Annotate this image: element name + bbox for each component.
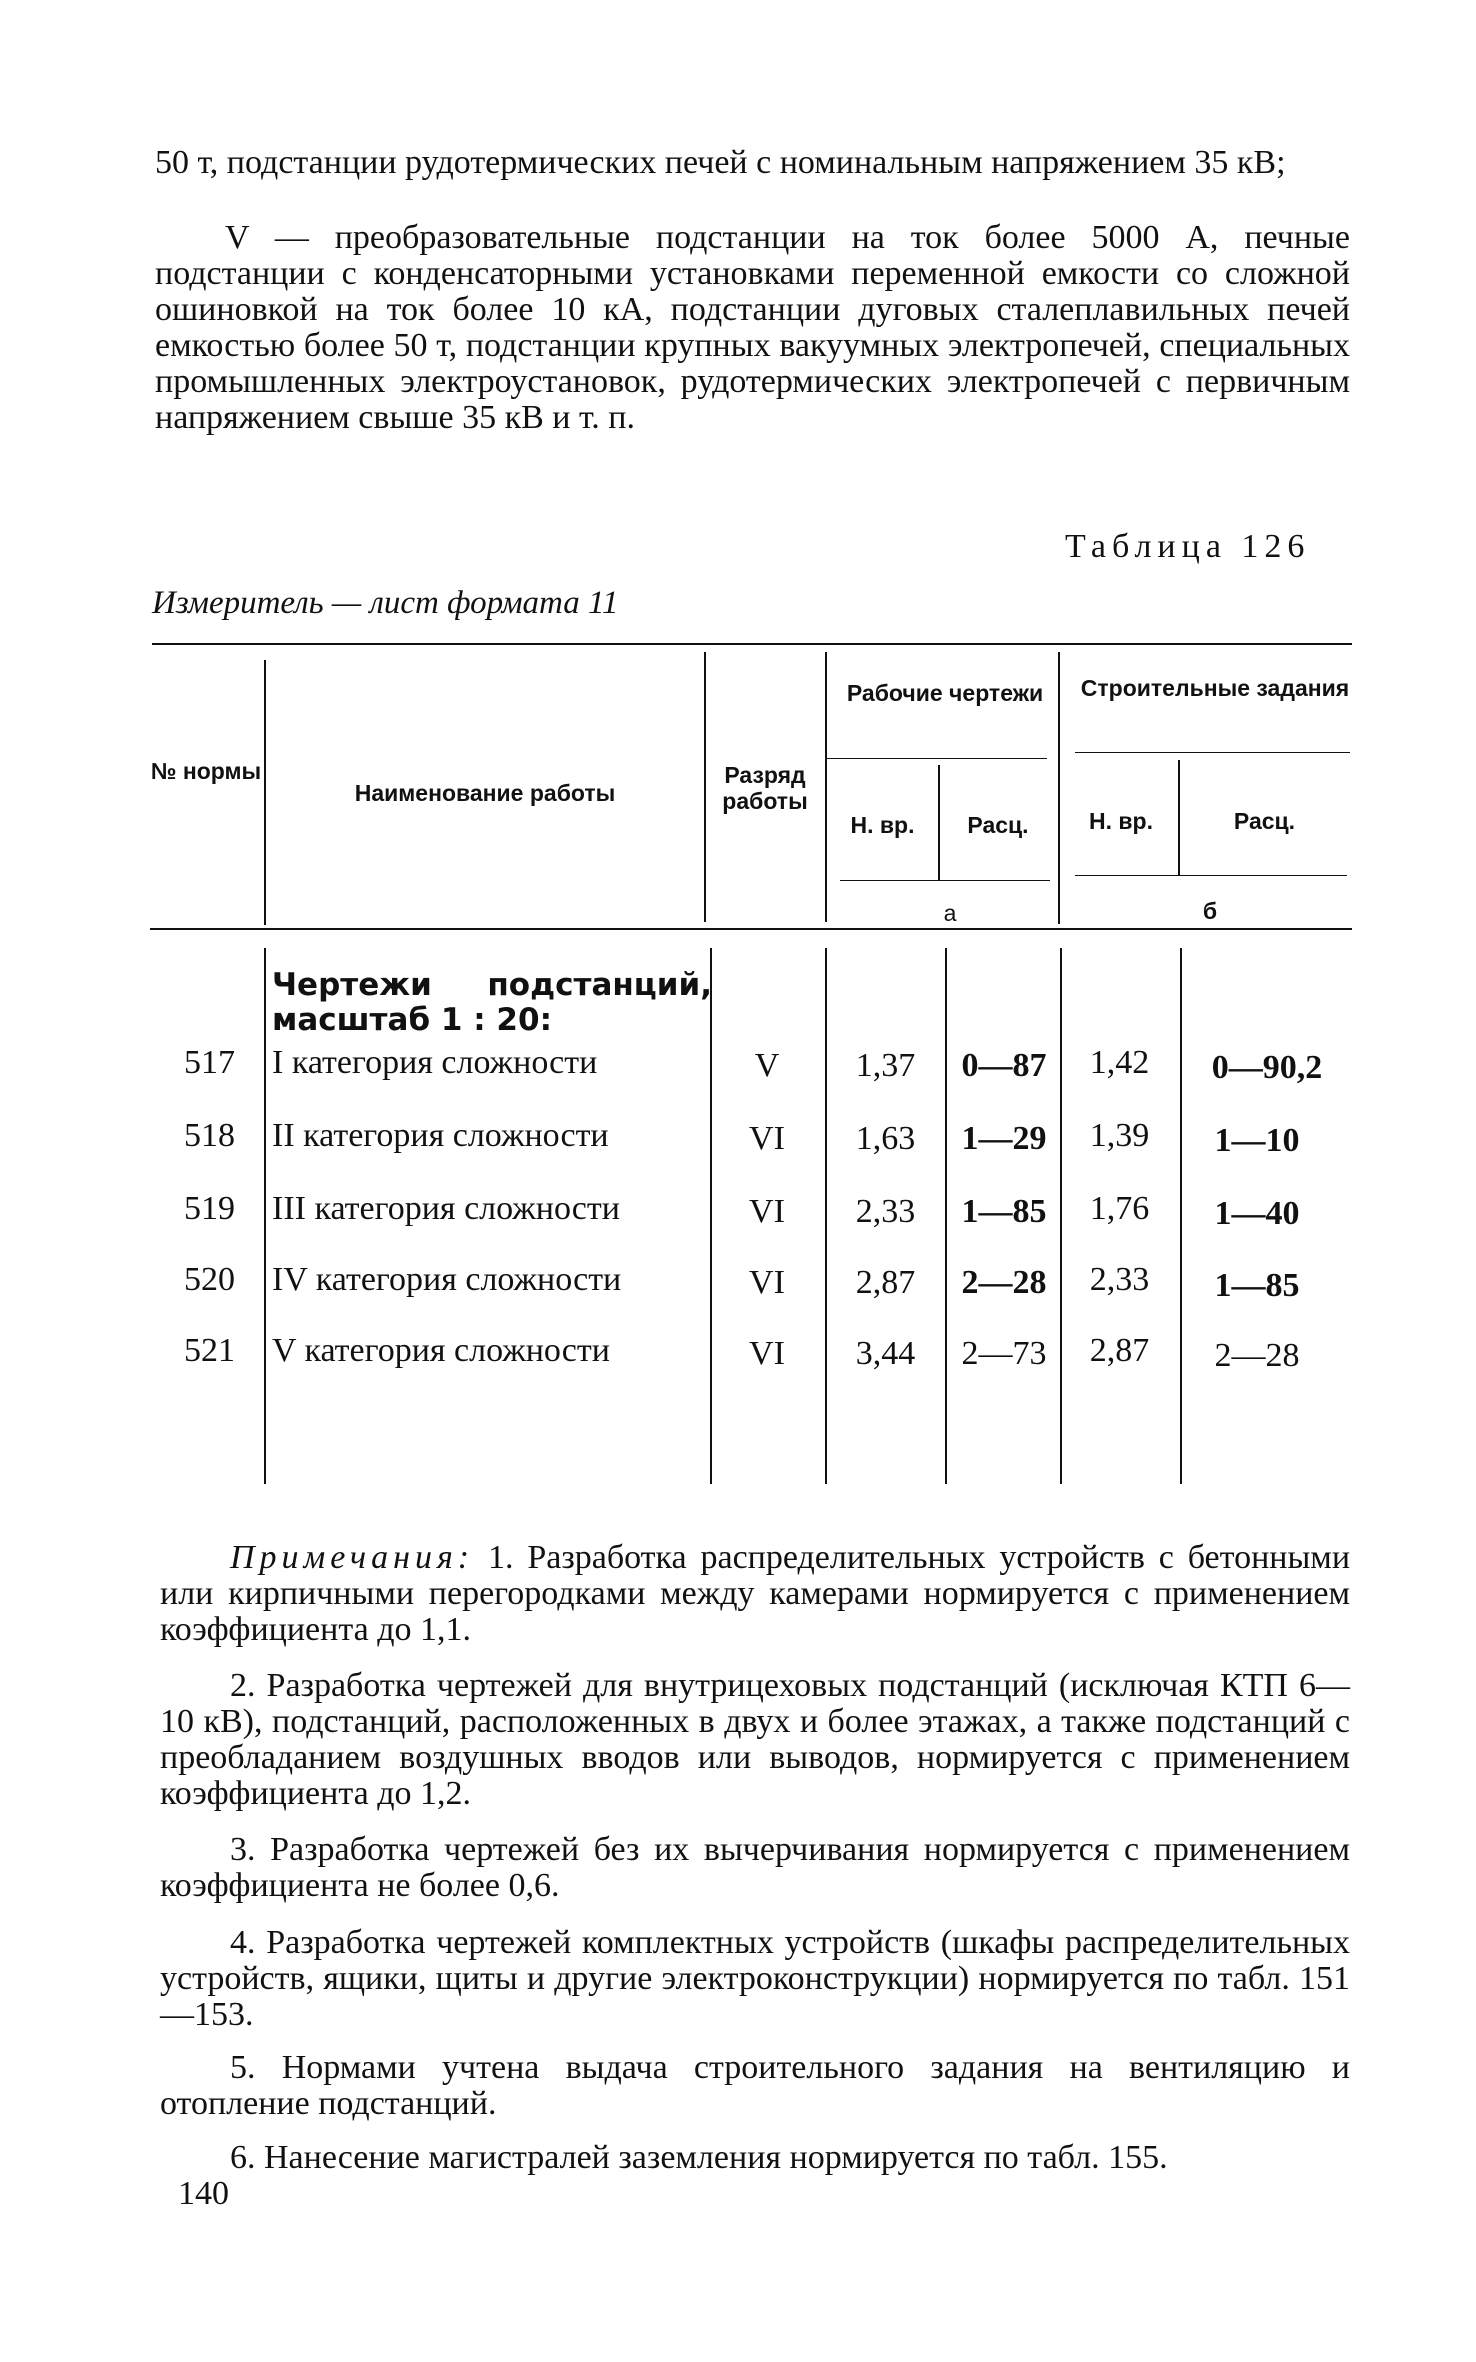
header-b-rate: Расц. [1233,808,1296,834]
measurer-caption: Измеритель — лист формата 11 [152,585,619,621]
row-517-name: I категория сложности [272,1044,598,1081]
subhead-a-rule [840,880,1050,881]
row-520-b-rate: 1—85 [1214,1267,1300,1304]
header-grade: Разряд работы [722,762,808,814]
note-5: 5. Нормами учтена выдача строительного задания на вентиляцию и отопление подстанций. [160,2049,1350,2122]
row-519-b-time: 1,76 [1089,1190,1150,1227]
row-521-b-time: 2,87 [1089,1332,1150,1369]
row-518-b-rate: 1—10 [1214,1122,1300,1159]
row-517-a-rate: 0—87 [961,1047,1047,1084]
row-519-grade: VI [749,1193,785,1230]
table-top-rule [152,643,1352,645]
row-517-grade: V [754,1047,780,1084]
row-519-b-rate: 1—40 [1214,1195,1300,1232]
col-divider-1 [264,660,266,925]
row-517-b-time: 1,42 [1089,1044,1150,1081]
row-520-a-time: 2,87 [855,1264,916,1301]
row-519-no: 519 [184,1190,235,1227]
row-519-name: III категория сложности [272,1190,620,1227]
row-521-name: V категория сложности [272,1332,610,1369]
header-b-time: Н. вр. [1089,808,1153,834]
body-divider-4 [945,948,947,1484]
header-group-b: Строительные задания [1080,675,1350,701]
row-518-grade: VI [749,1120,785,1157]
notes-label: Примечания: [230,1539,475,1576]
row-517-b-rate: 0—90,2 [1211,1049,1323,1086]
row-518-no: 518 [184,1117,235,1154]
header-label-b: б [1202,898,1218,924]
row-517-a-time: 1,37 [855,1047,916,1084]
note-1-text: 1. Разработка распределительных устройств с бетонными или кирпичными перегородками между камерами нормируется с применением коэффициента до 1,1. [160,1539,1351,1648]
group-b-rule [1075,752,1350,753]
note-4: 4. Разработка чертежей комплектных устройств (шкафы распределительных устройств, ящики, щиты и другие электроконструкции) нормируется по табл. 151—153. [160,1924,1350,2033]
row-521-grade: VI [749,1335,785,1372]
row-520-b-time: 2,33 [1089,1261,1150,1298]
row-520-a-rate: 2—28 [961,1264,1047,1301]
section-title: Чертежи подстанций, масштаб 1 : 20: [272,967,712,1038]
page-number: 140 [178,2175,229,2212]
row-518-b-time: 1,39 [1089,1117,1150,1154]
note-3: 3. Разработка чертежей без их вычерчивания нормируется с применением коэффициента не более 0,6. [160,1831,1350,1904]
col-divider-5 [1058,652,1060,924]
row-521-a-time: 3,44 [855,1335,916,1372]
row-518-a-rate: 1—29 [961,1120,1047,1157]
col-divider-4 [938,765,940,880]
table-title: Таблица 126 [1065,528,1311,565]
header-a-rate: Расц. [967,812,1029,838]
row-519-a-rate: 1—85 [961,1193,1047,1230]
note-6: 6. Нанесение магистралей заземления нормируется по табл. 155. [230,2139,1168,2176]
row-517-no: 517 [184,1044,235,1081]
subhead-b-rule [1075,875,1347,876]
row-520-name: IV категория сложности [272,1261,622,1298]
row-521-b-rate: 2—28 [1214,1337,1300,1374]
row-520-grade: VI [749,1264,785,1301]
table-header-rule [150,928,1352,930]
col-divider-6 [1178,760,1180,875]
header-a-time: Н. вр. [850,812,915,838]
group-a-rule [825,758,1047,759]
body-divider-3 [825,948,827,1484]
header-label-a: а [943,900,957,926]
header-group-a: Рабочие чертежи [846,680,1044,706]
body-divider-1 [264,948,266,1484]
row-518-name: II категория сложности [272,1117,609,1154]
row-521-no: 521 [184,1332,235,1369]
col-divider-3 [825,652,827,922]
row-518-a-time: 1,63 [855,1120,916,1157]
intro-paragraph-1: 50 т, подстанции рудотермических печей с номинальным напряжением 35 кВ; [155,144,1286,181]
header-norm-no: № нормы [150,758,262,784]
row-519-a-time: 2,33 [855,1193,916,1230]
row-521-a-rate: 2—73 [961,1335,1047,1372]
header-work-name: Наименование работы [354,780,616,806]
note-2: 2. Разработка чертежей для внутрицеховых подстанций (исключая КТП 6—10 кВ), подстанций, расположенных в двух и более этажах, а также подстанций с преобладанием воздушных вводов или выводов, нормируется с применением коэффициента до 1,2. [160,1667,1350,1812]
note-1 [160,1540,1350,1648]
row-520-no: 520 [184,1261,235,1298]
intro-paragraph-2: V — преобразовательные подстанции на ток более 5000 А, печные подстанции с конденсаторными установками переменной емкости со сложной ошиновкой на ток более 10 кА, подстанции дуговых сталеплавильных печей емкостью более 50 т, подстанции крупных вакуумных электропечей, специальных промышленных электроустановок, рудотермических электропечей с первичным напряжением свыше 35 кВ и т. п. [155,219,1350,436]
